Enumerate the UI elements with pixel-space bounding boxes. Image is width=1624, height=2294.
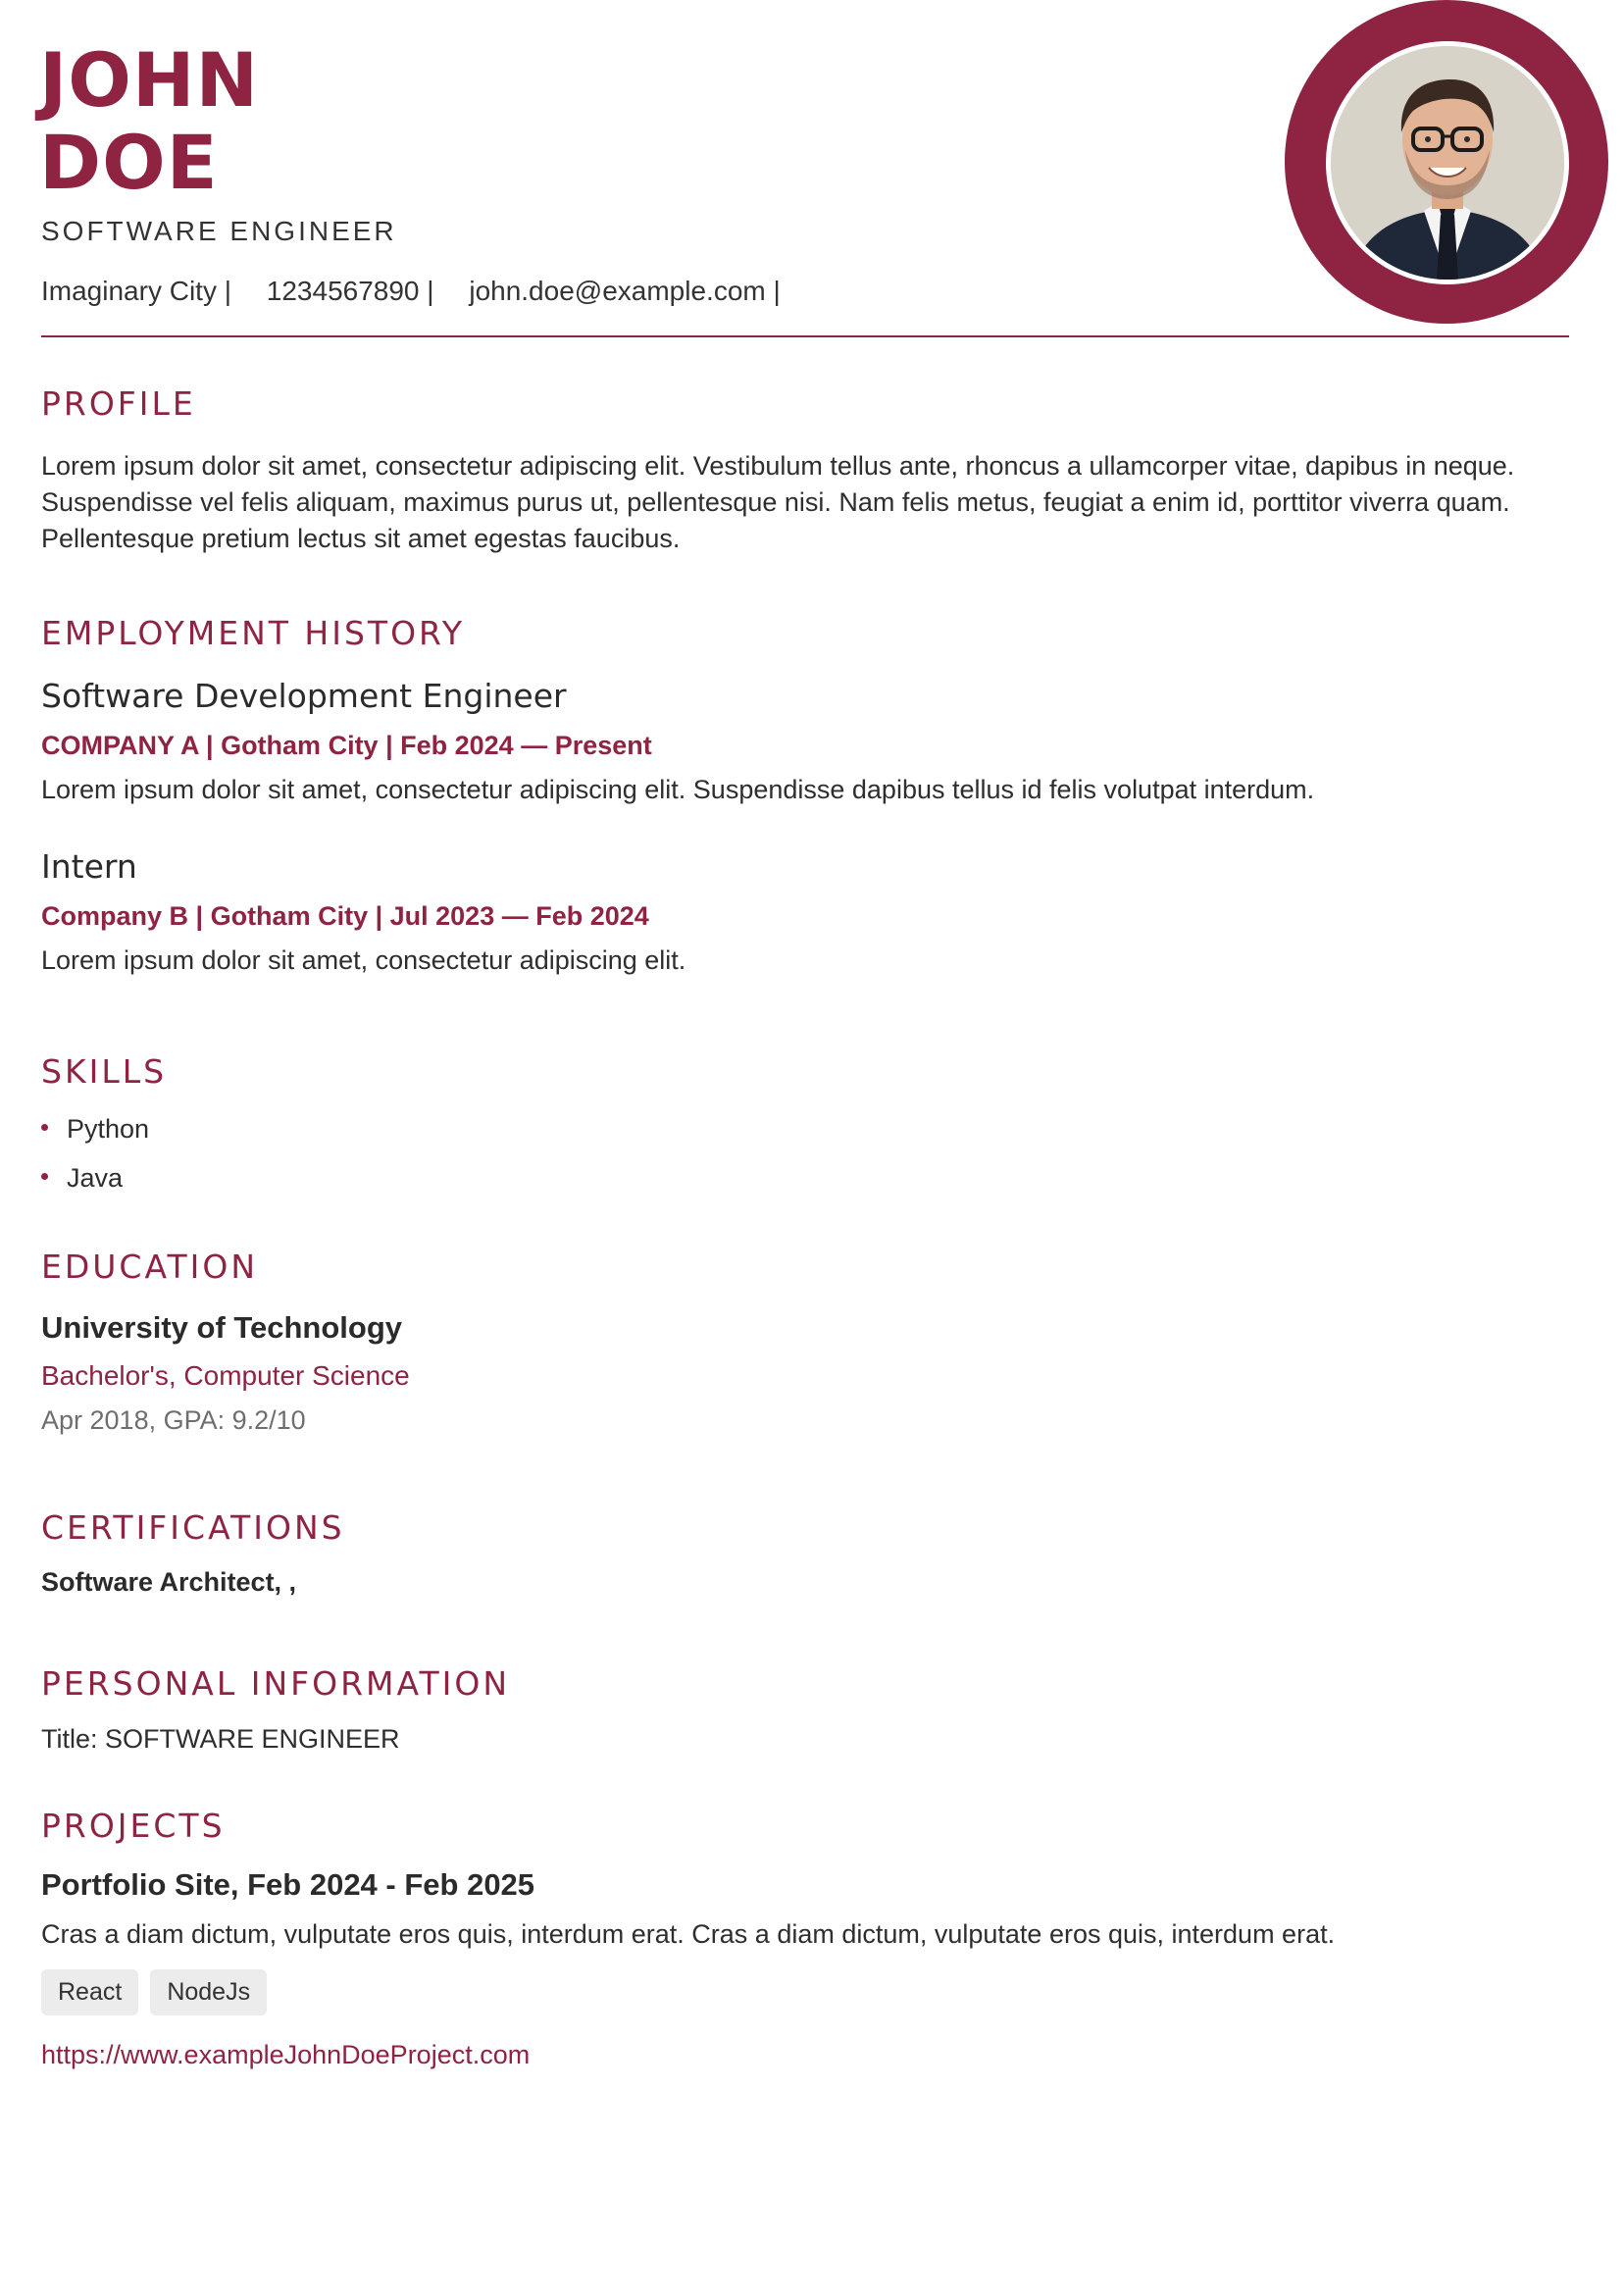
contact-phone: 1234567890 | xyxy=(266,276,434,306)
first-name: JOHN xyxy=(39,36,260,124)
header-divider xyxy=(41,335,1569,337)
education-school: University of Technology xyxy=(41,1310,403,1345)
section-title-certifications: CERTIFICATIONS xyxy=(41,1508,345,1547)
project-link[interactable]: https://www.exampleJohnDoeProject.com xyxy=(41,2040,531,2069)
education-degree: Bachelor's, Computer Science xyxy=(41,1360,410,1391)
job-description: Lorem ipsum dolor sit amet, consectetur adipiscing elit. xyxy=(41,945,686,975)
tag-nodejs: NodeJs xyxy=(150,1969,267,2015)
section-title-projects: PROJECTS xyxy=(41,1807,226,1845)
skill-label: Python xyxy=(67,1114,150,1144)
project-tags xyxy=(41,1969,267,2015)
skill-item xyxy=(41,1163,123,1194)
section-title-education: EDUCATION xyxy=(41,1248,259,1286)
section-title-employment: EMPLOYMENT HISTORY xyxy=(41,614,466,652)
project-title: Portfolio Site, Feb 2024 - Feb 2025 xyxy=(41,1867,535,1902)
job-meta: Company B | Gotham City | Jul 2023 — Feb 2024 xyxy=(41,901,649,931)
tag-react: React xyxy=(41,1969,138,2015)
job-meta: COMPANY A | Gotham City | Feb 2024 — Present xyxy=(41,731,652,760)
skill-label: Java xyxy=(67,1163,124,1193)
skill-item xyxy=(41,1114,149,1145)
certification-item: Software Architect, , xyxy=(41,1567,297,1597)
profile-summary: Lorem ipsum dolor sit amet, consectetur adipiscing elit. Vestibulum tellus ante, rhoncus a ullamcorper vitae, dapibus in neque. Suspendisse vel felis aliquam, maximus purus ut, pellentesque nisi. Nam felis metus, feugiat a enim id, porttitor viverra quam. Pellentesque pretium lectus sit amet egestas faucibus. xyxy=(41,451,1515,553)
profile-photo xyxy=(1326,41,1569,284)
job-title: Intern xyxy=(41,847,137,886)
project-description: Cras a diam dictum, vulputate eros quis, interdum erat. Cras a diam dictum, vulputate eros quis, interdum erat. xyxy=(41,1919,1336,1949)
bullet-icon xyxy=(41,1173,48,1180)
contact-line xyxy=(41,276,808,307)
education-date: Apr 2018, GPA: 9.2/10 xyxy=(41,1405,306,1435)
profile-photo-ring xyxy=(1285,0,1608,324)
portrait-illustration xyxy=(1331,46,1564,280)
bullet-icon xyxy=(41,1124,48,1131)
section-title-profile: PROFILE xyxy=(41,384,196,423)
last-name: DOE xyxy=(39,119,219,206)
contact-email[interactable]: john.doe@example.com | xyxy=(469,276,781,306)
job-description: Lorem ipsum dolor sit amet, consectetur adipiscing elit. Suspendisse dapibus tellus id felis volutpat interdum. xyxy=(41,775,1315,804)
section-title-personal-information: PERSONAL INFORMATION xyxy=(41,1664,511,1703)
candidate-name xyxy=(39,36,260,206)
section-title-skills: SKILLS xyxy=(41,1052,168,1091)
personal-title-line: Title: SOFTWARE ENGINEER xyxy=(41,1724,400,1754)
job-role: SOFTWARE ENGINEER xyxy=(41,216,397,246)
contact-city: Imaginary City | xyxy=(41,276,231,306)
job-title: Software Development Engineer xyxy=(41,677,567,715)
